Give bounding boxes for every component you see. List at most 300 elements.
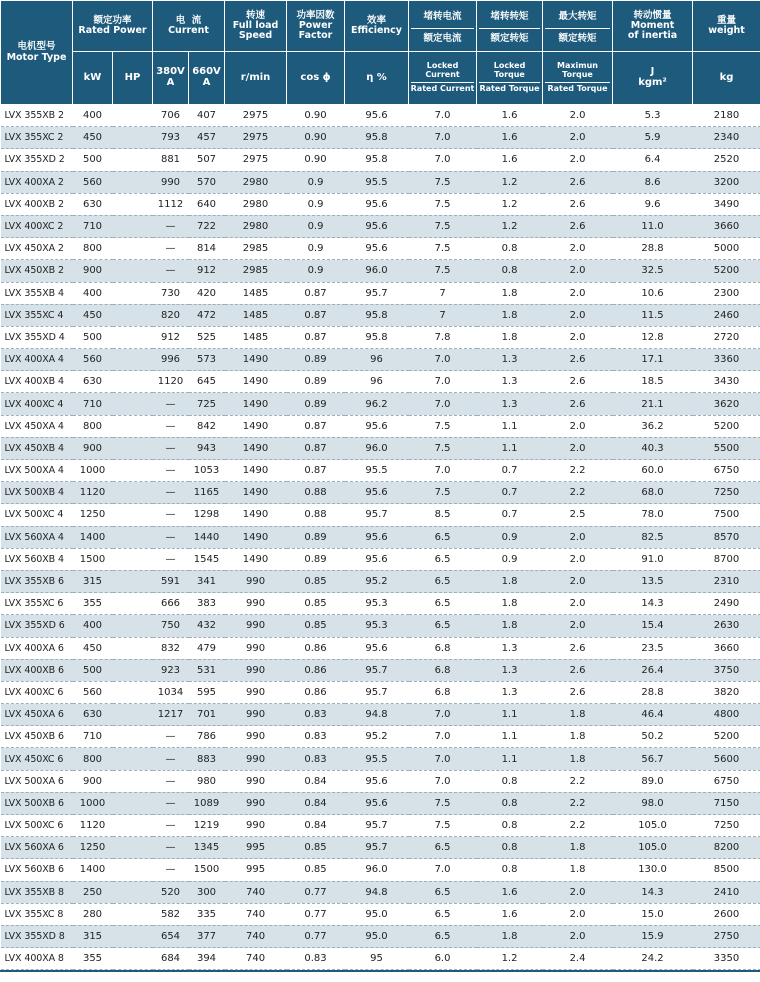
cell-current-660v: 645 bbox=[189, 371, 225, 393]
cell-motor-type: LVX 355XD 2 bbox=[1, 149, 73, 171]
cell-speed: 2985 bbox=[225, 260, 287, 282]
cell-motor-type: LVX 400XC 6 bbox=[1, 681, 73, 703]
cell-current-660v: 1165 bbox=[189, 482, 225, 504]
header-660v bbox=[189, 52, 225, 105]
cell-locked-torque-ratio: 1.1 bbox=[477, 704, 543, 726]
cell-efficiency: 96.2 bbox=[345, 393, 409, 415]
cell-hp bbox=[113, 482, 153, 504]
cell-max-torque-ratio: 2.0 bbox=[543, 282, 613, 304]
cell-locked-current-ratio: 8.5 bbox=[409, 504, 477, 526]
cell-max-torque-ratio: 2.0 bbox=[543, 548, 613, 570]
cell-efficiency: 95.3 bbox=[345, 593, 409, 615]
cell-locked-torque-ratio: 1.6 bbox=[477, 127, 543, 149]
cell-kw: 450 bbox=[73, 637, 113, 659]
cell-weight: 2300 bbox=[693, 282, 760, 304]
cell-locked-current-ratio: 6.5 bbox=[409, 570, 477, 592]
cell-power-factor: 0.9 bbox=[287, 193, 345, 215]
cell-current-380v: — bbox=[153, 460, 189, 482]
cell-locked-current-ratio: 6.8 bbox=[409, 637, 477, 659]
cell-motor-type: LVX 400XB 2 bbox=[1, 193, 73, 215]
cell-speed: 740 bbox=[225, 881, 287, 903]
cell-locked-current-ratio: 7.0 bbox=[409, 726, 477, 748]
cell-hp bbox=[113, 105, 153, 127]
cell-weight: 3620 bbox=[693, 393, 760, 415]
cell-current-660v: 531 bbox=[189, 659, 225, 681]
cell-current-660v: 300 bbox=[189, 881, 225, 903]
cell-power-factor: 0.89 bbox=[287, 371, 345, 393]
cell-weight: 3360 bbox=[693, 349, 760, 371]
cell-locked-torque-ratio: 1.2 bbox=[477, 171, 543, 193]
cell-efficiency: 95.8 bbox=[345, 304, 409, 326]
cell-weight: 5500 bbox=[693, 437, 760, 459]
cell-power-factor: 0.87 bbox=[287, 460, 345, 482]
cell-power-factor: 0.83 bbox=[287, 948, 345, 970]
cell-weight: 2310 bbox=[693, 570, 760, 592]
cell-locked-current-ratio: 6.5 bbox=[409, 837, 477, 859]
header-lc-en bbox=[409, 52, 477, 105]
cell-kw: 630 bbox=[73, 193, 113, 215]
cell-power-factor: 0.87 bbox=[287, 437, 345, 459]
cell-max-torque-ratio: 1.8 bbox=[543, 837, 613, 859]
cell-kw: 1400 bbox=[73, 859, 113, 881]
cell-motor-type: LVX 355XC 4 bbox=[1, 304, 73, 326]
table-row bbox=[1, 238, 760, 260]
header-lc-cn-top: 堵转电流 bbox=[411, 8, 474, 28]
cell-locked-torque-ratio: 1.8 bbox=[477, 593, 543, 615]
cell-motor-type: LVX 400XA 6 bbox=[1, 637, 73, 659]
cell-moment-of-inertia: 12.8 bbox=[613, 326, 693, 348]
cell-motor-type: LVX 500XC 4 bbox=[1, 504, 73, 526]
table-row bbox=[1, 415, 760, 437]
header-lc-cn-bottom: 额定电流 bbox=[423, 32, 462, 44]
cell-motor-type: LVX 355XC 6 bbox=[1, 593, 73, 615]
cell-locked-current-ratio: 7 bbox=[409, 282, 477, 304]
table-row bbox=[1, 504, 760, 526]
header-speed-cn: 转速 bbox=[246, 9, 266, 21]
cell-speed: 990 bbox=[225, 792, 287, 814]
cell-hp bbox=[113, 349, 153, 371]
cell-kw: 280 bbox=[73, 903, 113, 925]
cell-moment-of-inertia: 17.1 bbox=[613, 349, 693, 371]
cell-power-factor: 0.83 bbox=[287, 748, 345, 770]
cell-moment-of-inertia: 32.5 bbox=[613, 260, 693, 282]
cell-hp bbox=[113, 215, 153, 237]
cell-current-380v: 684 bbox=[153, 948, 189, 970]
table-row bbox=[1, 371, 760, 393]
cell-locked-torque-ratio: 1.8 bbox=[477, 326, 543, 348]
cell-weight: 8570 bbox=[693, 526, 760, 548]
cell-current-660v: 479 bbox=[189, 637, 225, 659]
cell-current-660v: 1545 bbox=[189, 548, 225, 570]
cell-moment-of-inertia: 130.0 bbox=[613, 859, 693, 881]
cell-kw: 900 bbox=[73, 770, 113, 792]
cell-kw: 560 bbox=[73, 681, 113, 703]
cell-speed: 1490 bbox=[225, 349, 287, 371]
cell-efficiency: 95.6 bbox=[345, 105, 409, 127]
cell-current-380v: — bbox=[153, 815, 189, 837]
cell-locked-torque-ratio: 1.6 bbox=[477, 903, 543, 925]
cell-moment-of-inertia: 15.0 bbox=[613, 903, 693, 925]
cell-kw: 355 bbox=[73, 948, 113, 970]
cell-current-660v: 595 bbox=[189, 681, 225, 703]
cell-hp bbox=[113, 615, 153, 637]
cell-moment-of-inertia: 60.0 bbox=[613, 460, 693, 482]
table-row bbox=[1, 260, 760, 282]
cell-power-factor: 0.90 bbox=[287, 149, 345, 171]
cell-motor-type: LVX 355XC 8 bbox=[1, 903, 73, 925]
cell-efficiency: 95.5 bbox=[345, 460, 409, 482]
cell-motor-type: LVX 560XB 6 bbox=[1, 859, 73, 881]
cell-locked-current-ratio: 6.5 bbox=[409, 881, 477, 903]
cell-hp bbox=[113, 837, 153, 859]
cell-current-380v: 820 bbox=[153, 304, 189, 326]
cell-max-torque-ratio: 2.6 bbox=[543, 215, 613, 237]
cell-current-660v: 394 bbox=[189, 948, 225, 970]
header-moi-cn: 转动惯量 bbox=[633, 9, 672, 21]
cell-efficiency: 95.6 bbox=[345, 526, 409, 548]
cell-kw: 400 bbox=[73, 615, 113, 637]
cell-power-factor: 0.89 bbox=[287, 526, 345, 548]
cell-locked-torque-ratio: 0.8 bbox=[477, 859, 543, 881]
cell-speed: 990 bbox=[225, 704, 287, 726]
cell-efficiency: 95.5 bbox=[345, 171, 409, 193]
cell-max-torque-ratio: 2.0 bbox=[543, 437, 613, 459]
table-row bbox=[1, 925, 760, 947]
cell-hp bbox=[113, 548, 153, 570]
cell-current-380v: 706 bbox=[153, 105, 189, 127]
header-380v-top: 380V bbox=[156, 66, 185, 78]
cell-efficiency: 95.7 bbox=[345, 504, 409, 526]
cell-moment-of-inertia: 28.8 bbox=[613, 681, 693, 703]
cell-moment-of-inertia: 11.0 bbox=[613, 215, 693, 237]
table-row bbox=[1, 681, 760, 703]
cell-moment-of-inertia: 10.6 bbox=[613, 282, 693, 304]
cell-locked-torque-ratio: 1.3 bbox=[477, 659, 543, 681]
header-380v-bottom: A bbox=[166, 77, 175, 88]
cell-moment-of-inertia: 68.0 bbox=[613, 482, 693, 504]
cell-motor-type: LVX 450XA 4 bbox=[1, 415, 73, 437]
cell-kw: 450 bbox=[73, 127, 113, 149]
cell-motor-type: LVX 500XC 6 bbox=[1, 815, 73, 837]
cell-hp bbox=[113, 127, 153, 149]
cell-current-380v: 750 bbox=[153, 615, 189, 637]
cell-max-torque-ratio: 1.8 bbox=[543, 704, 613, 726]
cell-current-380v: 591 bbox=[153, 570, 189, 592]
cell-max-torque-ratio: 2.4 bbox=[543, 948, 613, 970]
cell-hp bbox=[113, 726, 153, 748]
cell-motor-type: LVX 450XA 6 bbox=[1, 704, 73, 726]
cell-hp bbox=[113, 526, 153, 548]
cell-motor-type: LVX 355XD 8 bbox=[1, 925, 73, 947]
cell-kw: 710 bbox=[73, 393, 113, 415]
header-mt-en-bottom: Rated Torque bbox=[547, 84, 608, 94]
cell-kw: 1500 bbox=[73, 548, 113, 570]
cell-hp bbox=[113, 637, 153, 659]
cell-locked-current-ratio: 6.8 bbox=[409, 659, 477, 681]
cell-current-660v: 1053 bbox=[189, 460, 225, 482]
cell-motor-type: LVX 500XA 6 bbox=[1, 770, 73, 792]
cell-power-factor: 0.87 bbox=[287, 415, 345, 437]
cell-current-660v: 883 bbox=[189, 748, 225, 770]
cell-locked-current-ratio: 7.0 bbox=[409, 105, 477, 127]
cell-weight: 7250 bbox=[693, 482, 760, 504]
cell-speed: 2980 bbox=[225, 193, 287, 215]
header-current-en: Current bbox=[168, 25, 209, 36]
header-power-factor bbox=[287, 1, 345, 52]
cell-hp bbox=[113, 149, 153, 171]
cell-motor-type: LVX 500XB 4 bbox=[1, 482, 73, 504]
cell-locked-current-ratio: 6.5 bbox=[409, 903, 477, 925]
table-row bbox=[1, 326, 760, 348]
cell-hp bbox=[113, 704, 153, 726]
cell-current-380v: — bbox=[153, 748, 189, 770]
cell-kw: 560 bbox=[73, 349, 113, 371]
header-660v-top: 660V bbox=[192, 66, 221, 78]
cell-current-660v: 980 bbox=[189, 770, 225, 792]
cell-kw: 450 bbox=[73, 304, 113, 326]
header-pf-en2: Factor bbox=[298, 30, 333, 42]
cell-moment-of-inertia: 89.0 bbox=[613, 770, 693, 792]
cell-hp bbox=[113, 570, 153, 592]
cell-kw: 1120 bbox=[73, 482, 113, 504]
cell-moment-of-inertia: 24.2 bbox=[613, 948, 693, 970]
cell-kw: 710 bbox=[73, 215, 113, 237]
cell-weight: 5200 bbox=[693, 260, 760, 282]
cell-power-factor: 0.77 bbox=[287, 903, 345, 925]
cell-speed: 990 bbox=[225, 681, 287, 703]
cell-locked-current-ratio: 7.0 bbox=[409, 704, 477, 726]
cell-locked-torque-ratio: 0.8 bbox=[477, 770, 543, 792]
cell-locked-torque-ratio: 1.1 bbox=[477, 437, 543, 459]
cell-current-660v: 1440 bbox=[189, 526, 225, 548]
cell-current-660v: 383 bbox=[189, 593, 225, 615]
cell-speed: 1490 bbox=[225, 526, 287, 548]
cell-moment-of-inertia: 56.7 bbox=[613, 748, 693, 770]
cell-weight: 3430 bbox=[693, 371, 760, 393]
cell-current-380v: — bbox=[153, 526, 189, 548]
cell-efficiency: 95.6 bbox=[345, 548, 409, 570]
header-speed-en1: Full load bbox=[232, 19, 279, 31]
cell-weight: 3820 bbox=[693, 681, 760, 703]
cell-speed: 1490 bbox=[225, 415, 287, 437]
cell-locked-torque-ratio: 1.3 bbox=[477, 349, 543, 371]
cell-max-torque-ratio: 2.0 bbox=[543, 326, 613, 348]
cell-weight: 6750 bbox=[693, 460, 760, 482]
cell-weight: 7250 bbox=[693, 815, 760, 837]
cell-current-380v: 654 bbox=[153, 925, 189, 947]
cell-moment-of-inertia: 40.3 bbox=[613, 437, 693, 459]
cell-locked-torque-ratio: 1.3 bbox=[477, 371, 543, 393]
cell-current-660v: 1219 bbox=[189, 815, 225, 837]
cell-hp bbox=[113, 925, 153, 947]
table-row bbox=[1, 792, 760, 814]
table-row bbox=[1, 637, 760, 659]
cell-motor-type: LVX 500XA 4 bbox=[1, 460, 73, 482]
table-row bbox=[1, 282, 760, 304]
bottom-rule bbox=[0, 970, 760, 972]
cell-current-660v: 1089 bbox=[189, 792, 225, 814]
cell-efficiency: 95.7 bbox=[345, 815, 409, 837]
cell-hp bbox=[113, 881, 153, 903]
cell-current-660v: 1298 bbox=[189, 504, 225, 526]
cell-speed: 990 bbox=[225, 615, 287, 637]
header-current-cn: 电 流 bbox=[175, 14, 202, 26]
cell-locked-current-ratio: 7.5 bbox=[409, 238, 477, 260]
cell-hp bbox=[113, 437, 153, 459]
cell-power-factor: 0.85 bbox=[287, 593, 345, 615]
cell-moment-of-inertia: 8.6 bbox=[613, 171, 693, 193]
cell-efficiency: 95.6 bbox=[345, 193, 409, 215]
cell-current-380v: — bbox=[153, 770, 189, 792]
cell-speed: 1490 bbox=[225, 482, 287, 504]
cell-locked-torque-ratio: 1.2 bbox=[477, 948, 543, 970]
cell-locked-current-ratio: 7.5 bbox=[409, 437, 477, 459]
table-row bbox=[1, 437, 760, 459]
cell-locked-torque-ratio: 1.8 bbox=[477, 570, 543, 592]
cell-max-torque-ratio: 2.0 bbox=[543, 526, 613, 548]
cell-efficiency: 95.7 bbox=[345, 681, 409, 703]
cell-moment-of-inertia: 15.4 bbox=[613, 615, 693, 637]
cell-max-torque-ratio: 2.6 bbox=[543, 681, 613, 703]
cell-current-380v: 1217 bbox=[153, 704, 189, 726]
cell-locked-torque-ratio: 1.1 bbox=[477, 726, 543, 748]
cell-max-torque-ratio: 2.6 bbox=[543, 393, 613, 415]
cell-weight: 3750 bbox=[693, 659, 760, 681]
header-moment-of-inertia bbox=[613, 1, 693, 52]
cell-current-380v: — bbox=[153, 215, 189, 237]
cell-hp bbox=[113, 326, 153, 348]
cell-current-660v: 722 bbox=[189, 215, 225, 237]
cell-max-torque-ratio: 1.8 bbox=[543, 726, 613, 748]
cell-efficiency: 96.0 bbox=[345, 859, 409, 881]
cell-speed: 995 bbox=[225, 859, 287, 881]
table-row bbox=[1, 903, 760, 925]
cell-motor-type: LVX 355XD 6 bbox=[1, 615, 73, 637]
cell-motor-type: LVX 450XB 6 bbox=[1, 726, 73, 748]
cell-current-660v: 701 bbox=[189, 704, 225, 726]
cell-current-380v: 730 bbox=[153, 282, 189, 304]
cell-max-torque-ratio: 2.2 bbox=[543, 770, 613, 792]
cell-speed: 1485 bbox=[225, 304, 287, 326]
cell-hp bbox=[113, 859, 153, 881]
cell-max-torque-ratio: 2.0 bbox=[543, 127, 613, 149]
cell-locked-current-ratio: 6.0 bbox=[409, 948, 477, 970]
cell-efficiency: 96 bbox=[345, 371, 409, 393]
cell-current-660v: 1500 bbox=[189, 859, 225, 881]
cell-kw: 900 bbox=[73, 437, 113, 459]
cell-weight: 7500 bbox=[693, 504, 760, 526]
cell-current-380v: 912 bbox=[153, 326, 189, 348]
cell-current-660v: 341 bbox=[189, 570, 225, 592]
cell-moment-of-inertia: 13.5 bbox=[613, 570, 693, 592]
cell-power-factor: 0.89 bbox=[287, 393, 345, 415]
cell-efficiency: 95.7 bbox=[345, 282, 409, 304]
table-body bbox=[1, 105, 760, 970]
header-current bbox=[153, 1, 225, 52]
cell-locked-current-ratio: 7 bbox=[409, 304, 477, 326]
cell-moment-of-inertia: 14.3 bbox=[613, 593, 693, 615]
cell-moment-of-inertia: 36.2 bbox=[613, 415, 693, 437]
cell-max-torque-ratio: 2.5 bbox=[543, 504, 613, 526]
cell-efficiency: 95.3 bbox=[345, 615, 409, 637]
cell-weight: 2460 bbox=[693, 304, 760, 326]
cell-motor-type: LVX 560XA 6 bbox=[1, 837, 73, 859]
cell-current-660v: 640 bbox=[189, 193, 225, 215]
table-row bbox=[1, 815, 760, 837]
cell-moment-of-inertia: 46.4 bbox=[613, 704, 693, 726]
cell-max-torque-ratio: 2.0 bbox=[543, 593, 613, 615]
cell-efficiency: 95.0 bbox=[345, 925, 409, 947]
table-row bbox=[1, 304, 760, 326]
cell-locked-torque-ratio: 0.8 bbox=[477, 837, 543, 859]
cell-motor-type: LVX 400XC 2 bbox=[1, 215, 73, 237]
cell-current-380v: 996 bbox=[153, 349, 189, 371]
table-row bbox=[1, 859, 760, 881]
cell-efficiency: 94.8 bbox=[345, 704, 409, 726]
header-speed bbox=[225, 1, 287, 52]
cell-locked-current-ratio: 6.5 bbox=[409, 615, 477, 637]
cell-weight: 3350 bbox=[693, 948, 760, 970]
cell-efficiency: 95.8 bbox=[345, 326, 409, 348]
cell-current-660v: 570 bbox=[189, 171, 225, 193]
header-lc-en-bottom: Rated Current bbox=[410, 84, 475, 94]
cell-motor-type: LVX 355XB 6 bbox=[1, 570, 73, 592]
cell-locked-torque-ratio: 1.6 bbox=[477, 149, 543, 171]
cell-locked-current-ratio: 7.0 bbox=[409, 149, 477, 171]
table-row bbox=[1, 948, 760, 970]
cell-moment-of-inertia: 98.0 bbox=[613, 792, 693, 814]
cell-hp bbox=[113, 371, 153, 393]
cell-locked-torque-ratio: 0.8 bbox=[477, 815, 543, 837]
cell-locked-torque-ratio: 1.2 bbox=[477, 193, 543, 215]
cell-kw: 1000 bbox=[73, 792, 113, 814]
cell-kw: 355 bbox=[73, 593, 113, 615]
cell-current-660v: 786 bbox=[189, 726, 225, 748]
cell-power-factor: 0.84 bbox=[287, 770, 345, 792]
cell-current-380v: — bbox=[153, 548, 189, 570]
table-row bbox=[1, 127, 760, 149]
cell-hp bbox=[113, 659, 153, 681]
header-motor-type-cn: 电机型号 bbox=[17, 41, 56, 53]
header-moi-unit-top: J bbox=[650, 66, 655, 78]
cell-moment-of-inertia: 6.4 bbox=[613, 149, 693, 171]
cell-max-torque-ratio: 2.2 bbox=[543, 792, 613, 814]
cell-kw: 250 bbox=[73, 881, 113, 903]
cell-current-660v: 432 bbox=[189, 615, 225, 637]
cell-efficiency: 95.7 bbox=[345, 837, 409, 859]
cell-power-factor: 0.9 bbox=[287, 171, 345, 193]
cell-locked-current-ratio: 7.5 bbox=[409, 193, 477, 215]
cell-kw: 630 bbox=[73, 371, 113, 393]
cell-current-660v: 842 bbox=[189, 415, 225, 437]
cell-max-torque-ratio: 2.0 bbox=[543, 149, 613, 171]
cell-power-factor: 0.86 bbox=[287, 637, 345, 659]
cell-efficiency: 96 bbox=[345, 349, 409, 371]
cell-locked-torque-ratio: 0.8 bbox=[477, 260, 543, 282]
cell-motor-type: LVX 400XB 6 bbox=[1, 659, 73, 681]
cell-max-torque-ratio: 2.6 bbox=[543, 349, 613, 371]
header-mt-en bbox=[543, 52, 613, 105]
cell-motor-type: LVX 355XB 4 bbox=[1, 282, 73, 304]
cell-power-factor: 0.84 bbox=[287, 792, 345, 814]
cell-hp bbox=[113, 282, 153, 304]
cell-locked-current-ratio: 7.5 bbox=[409, 171, 477, 193]
cell-current-660v: 725 bbox=[189, 393, 225, 415]
table-header bbox=[1, 1, 760, 105]
cell-max-torque-ratio: 2.0 bbox=[543, 615, 613, 637]
cell-current-380v: — bbox=[153, 415, 189, 437]
cell-locked-current-ratio: 7.0 bbox=[409, 770, 477, 792]
